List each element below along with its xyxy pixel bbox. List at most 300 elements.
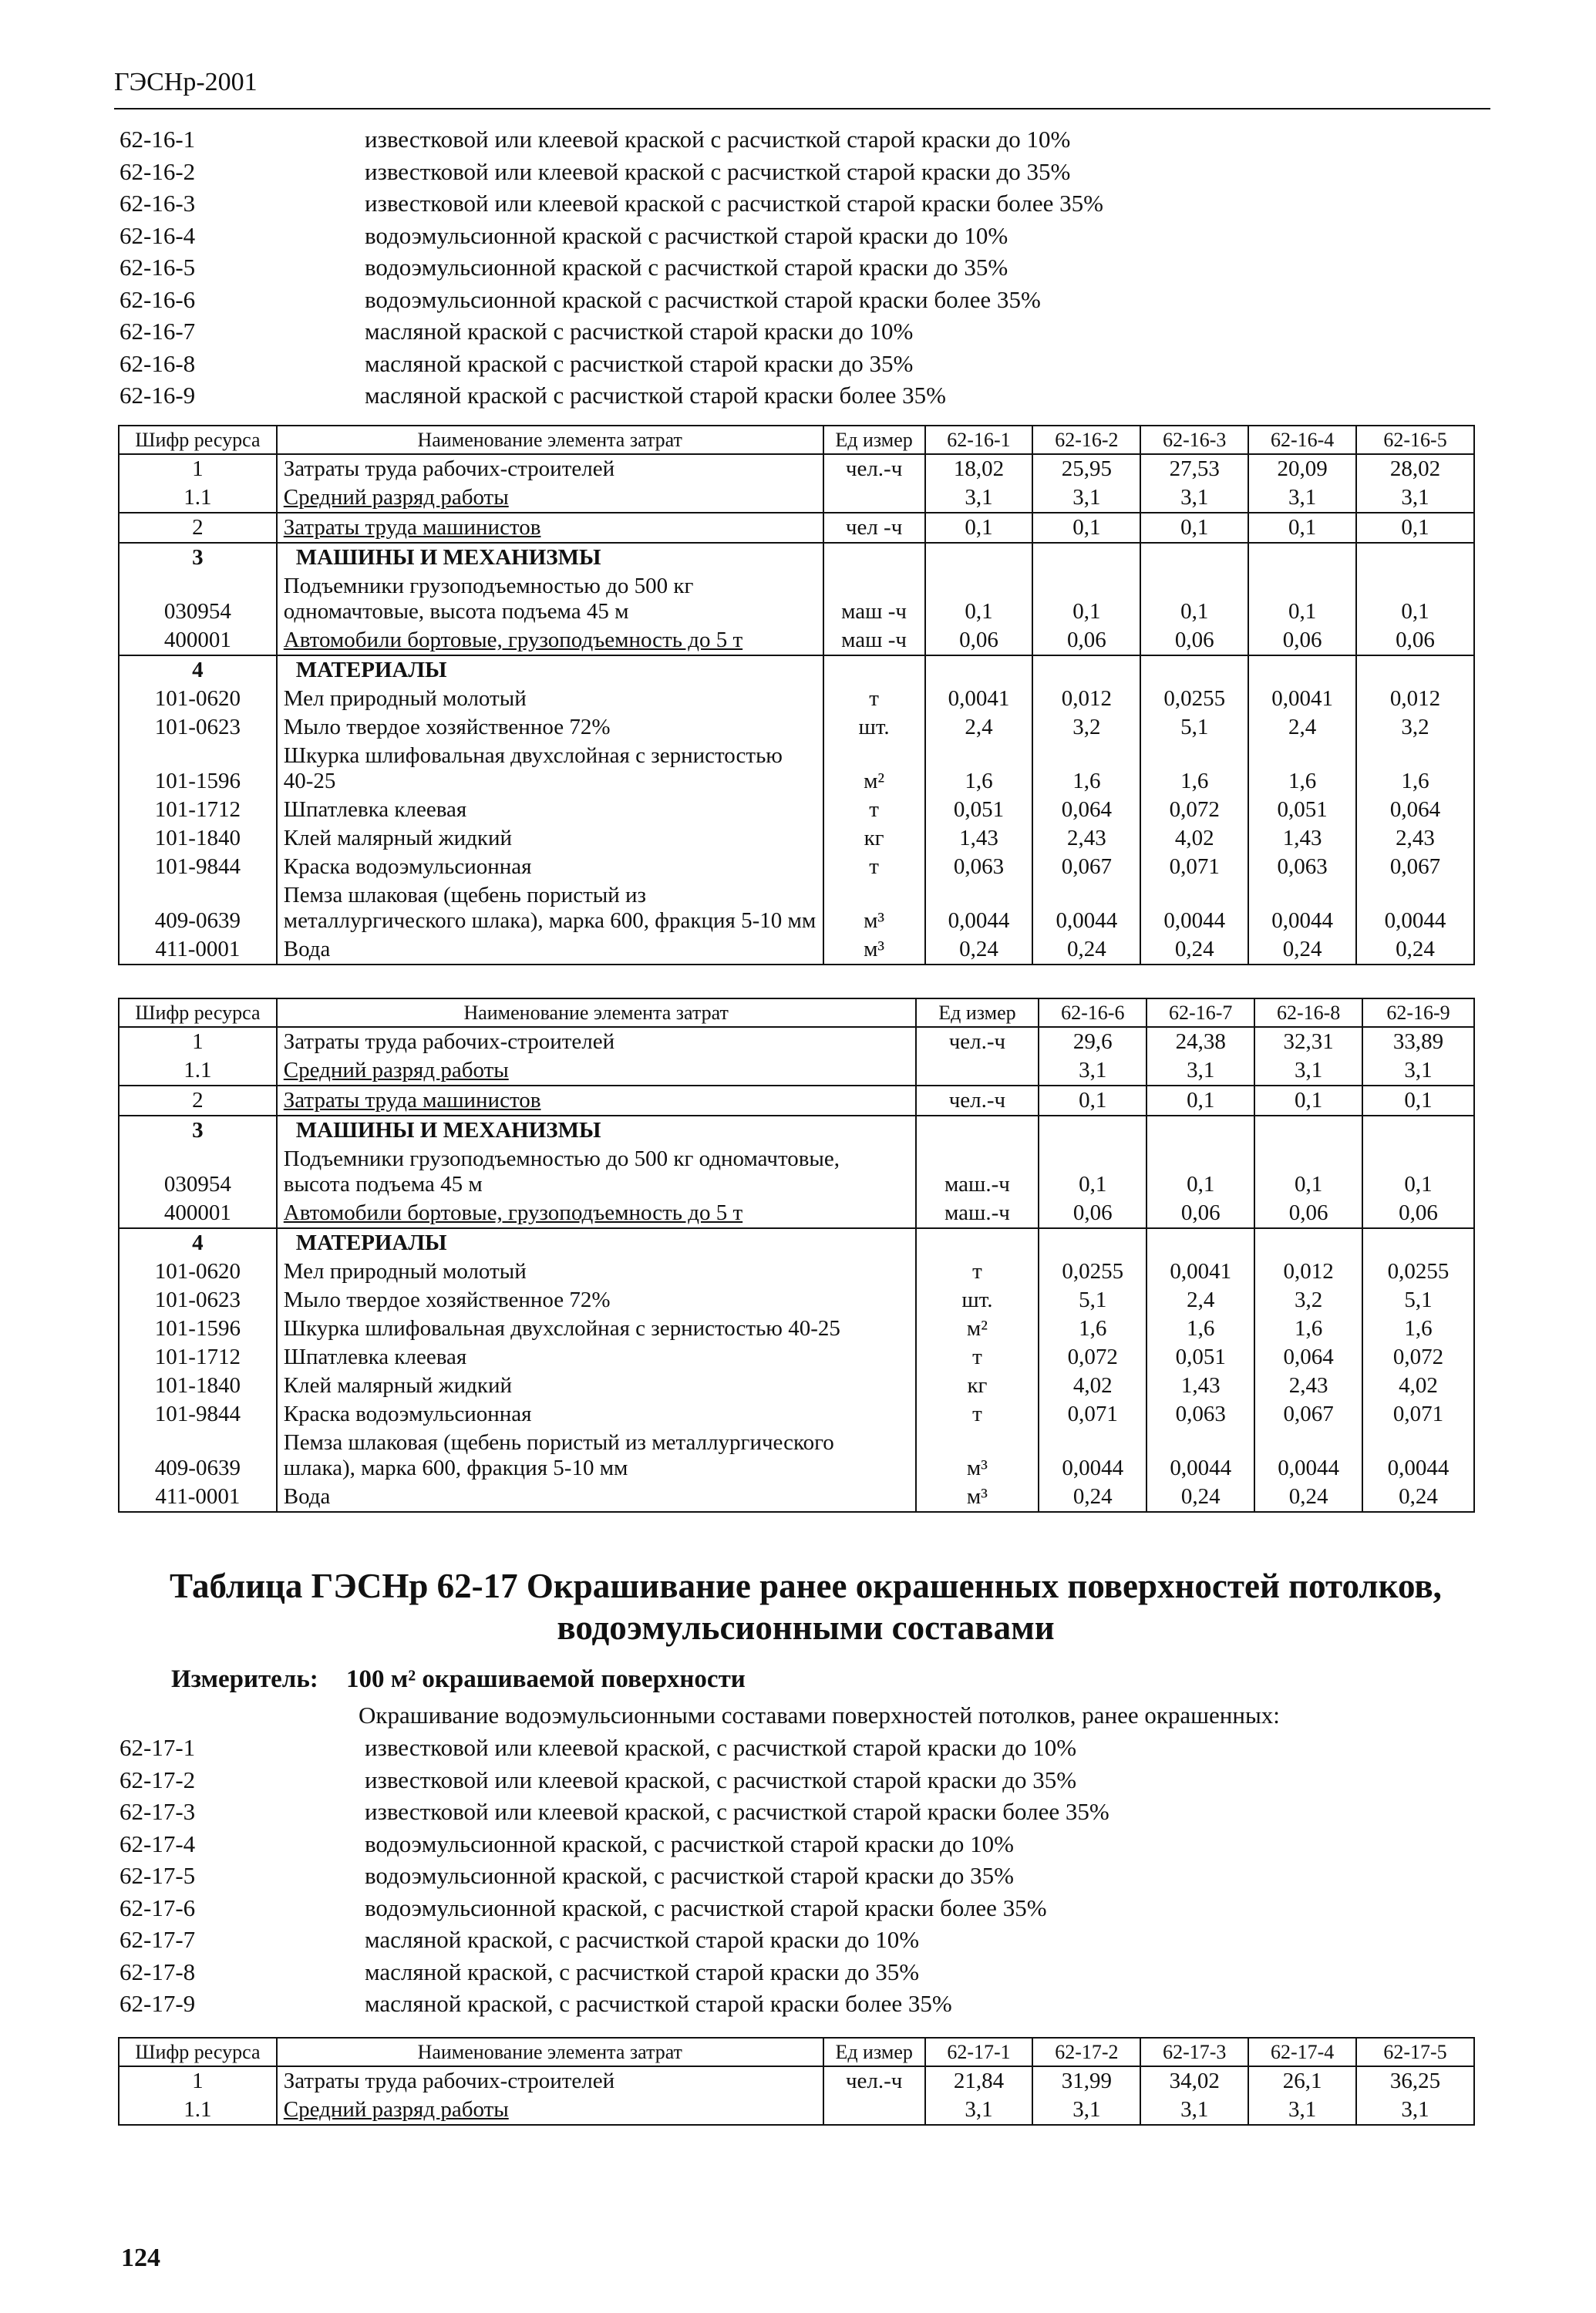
value-cell: 0,24 (1248, 935, 1356, 965)
list-item (120, 251, 1103, 284)
value-cell: 0,0041 (1248, 685, 1356, 713)
value-cell: 3,1 (1248, 2096, 1356, 2125)
value-cell: 34,02 (1140, 2066, 1248, 2096)
list-item (120, 284, 1103, 316)
value-cell: 0,1 (1254, 1145, 1362, 1199)
value-cell: 0,06 (1254, 1199, 1362, 1228)
resource-name-cell (277, 1372, 916, 1400)
column-header: 62-17-1 (925, 2038, 1033, 2066)
resource-name: Мел природный молотый (283, 1259, 527, 1284)
resource-code: 101-9844 (119, 853, 277, 881)
value-cell: 1,6 (1254, 1315, 1362, 1343)
value-cell: 0,06 (1140, 626, 1248, 655)
table-row (119, 1400, 1474, 1429)
value-cell: 0,051 (925, 796, 1033, 824)
column-header: 62-16-4 (1248, 426, 1356, 454)
resource-code: 4 (119, 1228, 277, 1258)
value-cell: 0,1 (1140, 572, 1248, 626)
unit: т (823, 796, 925, 824)
value-cell: 1,43 (1248, 824, 1356, 853)
resource-name: Средний разряд работы (283, 485, 509, 510)
unit (916, 1228, 1039, 1258)
resource-code: 030954 (119, 572, 277, 626)
value-cell: 0,1 (1146, 1086, 1254, 1116)
resource-name-cell (277, 824, 823, 853)
value-cell: 5,1 (1362, 1286, 1474, 1315)
value-cell: 0,1 (1032, 572, 1140, 626)
table-row (119, 713, 1474, 742)
value-cell: 3,1 (1032, 483, 1140, 513)
work-description: масляной краской с расчисткой старой краски до 10% (365, 318, 914, 345)
value-cell: 25,95 (1032, 454, 1140, 483)
value-cell: 0,072 (1140, 796, 1248, 824)
table-row (119, 1145, 1474, 1199)
value-cell: 0,1 (1140, 513, 1248, 543)
value-cell: 24,38 (1146, 1027, 1254, 1056)
resource-name: МАТЕРИАЛЫ (295, 658, 447, 682)
value-cell: 31,99 (1032, 2066, 1140, 2096)
value-cell: 0,051 (1146, 1343, 1254, 1372)
work-description: водоэмульсионной краской, с расчисткой старой краски более 35% (365, 1894, 1047, 1921)
list-item (120, 315, 1103, 348)
table-row (119, 935, 1474, 965)
resource-code: 101-0623 (119, 713, 277, 742)
resource-code: 101-0623 (119, 1286, 277, 1315)
value-cell: 0,24 (1356, 935, 1474, 965)
value-cell: 3,1 (1032, 2096, 1140, 2125)
table-row (119, 1343, 1474, 1372)
value-cell: 2,43 (1032, 824, 1140, 853)
work-code: 62-17-3 (120, 1798, 196, 1825)
list-item (120, 348, 1103, 380)
column-header: Шифр ресурса (119, 2038, 277, 2066)
value-cell: 29,6 (1039, 1027, 1146, 1056)
table-header-row (119, 426, 1474, 454)
page-number: 124 (121, 2244, 160, 2272)
value-cell: 0,071 (1039, 1400, 1146, 1429)
value-cell: 0,064 (1032, 796, 1140, 824)
value-cell: 0,06 (1356, 626, 1474, 655)
resource-name-cell (277, 685, 823, 713)
work-description: водоэмульсионной краской, с расчисткой старой краски до 10% (365, 1830, 1014, 1857)
unit: маш -ч (823, 572, 925, 626)
value-cell: 2,4 (1248, 713, 1356, 742)
work-code: 62-16-4 (120, 221, 196, 249)
work-description: водоэмульсионной краской с расчисткой старой краски до 35% (365, 254, 1008, 281)
resource-name: МАШИНЫ И МЕХАНИЗМЫ (295, 545, 601, 570)
value-cell: 33,89 (1362, 1027, 1474, 1056)
resource-name: Средний разряд работы (283, 1058, 509, 1082)
resource-name-cell (277, 881, 823, 935)
value-cell: 3,1 (925, 483, 1033, 513)
resource-name: Подъемники грузоподъемностью до 500 кг одномачтовые, высота подъема 45 м (283, 1146, 840, 1197)
value-cell (1140, 543, 1248, 572)
value-cell: 2,4 (1146, 1286, 1254, 1315)
value-cell: 0,1 (1146, 1145, 1254, 1199)
resource-name-cell (277, 1145, 916, 1199)
value-cell: 0,064 (1254, 1343, 1362, 1372)
value-cell (1146, 1228, 1254, 1258)
value-cell: 1,6 (1248, 742, 1356, 796)
table-row (119, 1027, 1474, 1056)
column-header: 62-16-2 (1032, 426, 1140, 454)
measure-line (171, 1665, 746, 1694)
unit: м³ (916, 1483, 1039, 1512)
resource-name-cell (277, 454, 823, 483)
value-cell: 0,012 (1254, 1258, 1362, 1286)
value-cell: 0,051 (1248, 796, 1356, 824)
table-row (119, 1429, 1474, 1483)
unit: м³ (916, 1429, 1039, 1483)
unit (916, 1116, 1039, 1145)
value-cell: 1,6 (1146, 1315, 1254, 1343)
list-item (120, 1860, 1109, 1892)
value-cell: 3,1 (1146, 1056, 1254, 1086)
section-row (119, 1116, 1474, 1145)
resource-code: 409-0639 (119, 1429, 277, 1483)
table-row (119, 483, 1474, 513)
work-code: 62-17-5 (120, 1862, 196, 1889)
value-cell (925, 655, 1033, 685)
work-code: 62-16-5 (120, 254, 196, 281)
list-item (120, 1892, 1109, 1924)
resource-name: Шкурка шлифовальная двухслойная с зернистостью 40-25 (283, 743, 783, 793)
value-cell: 0,24 (1039, 1483, 1146, 1512)
resource-code: 101-0620 (119, 685, 277, 713)
value-cell: 1,6 (1362, 1315, 1474, 1343)
resource-name: Шпатлевка клеевая (283, 1345, 467, 1369)
value-cell: 0,012 (1032, 685, 1140, 713)
resource-name-cell (277, 1056, 916, 1086)
section-row (119, 655, 1474, 685)
value-cell: 0,1 (1039, 1086, 1146, 1116)
resource-name-cell (277, 1027, 916, 1056)
list-item (120, 1732, 1109, 1764)
measure-label: Измеритель: (171, 1665, 318, 1693)
unit: т (823, 853, 925, 881)
resource-code: 2 (119, 1086, 277, 1116)
unit: кг (823, 824, 925, 853)
list-item (120, 1956, 1109, 1988)
value-cell: 0,071 (1362, 1400, 1474, 1429)
value-cell: 32,31 (1254, 1027, 1362, 1056)
work-code: 62-17-8 (120, 1958, 196, 1985)
resource-name: Затраты труда рабочих-строителей (283, 1029, 615, 1054)
value-cell: 0,1 (1356, 513, 1474, 543)
value-cell: 26,1 (1248, 2066, 1356, 2096)
resource-name: Мыло твердое хозяйственное 72% (283, 1288, 611, 1312)
resource-name-cell (277, 1086, 916, 1116)
resource-name-cell (277, 1483, 916, 1512)
resource-name-cell (277, 483, 823, 513)
unit: чел.-ч (823, 454, 925, 483)
resource-code: 101-0620 (119, 1258, 277, 1286)
resource-name-cell (277, 1429, 916, 1483)
resource-name: Клей малярный жидкий (283, 1373, 513, 1398)
value-cell: 0,063 (1248, 853, 1356, 881)
table-row (119, 1286, 1474, 1315)
value-cell: 0,067 (1254, 1400, 1362, 1429)
unit (823, 543, 925, 572)
list-item (120, 220, 1103, 252)
value-cell: 0,1 (1362, 1145, 1474, 1199)
section-title: Таблица ГЭСНр 62-17 Окрашивание ранее окрашенных поверхностей потолков, водоэмульсионными составами (170, 1567, 1442, 1647)
column-header: Ед измер (823, 426, 925, 454)
value-cell: 1,6 (1039, 1315, 1146, 1343)
resource-code: 101-9844 (119, 1400, 277, 1429)
value-cell: 0,1 (1362, 1086, 1474, 1116)
column-header: Шифр ресурса (119, 998, 277, 1027)
resource-code: 3 (119, 543, 277, 572)
column-header: 62-16-5 (1356, 426, 1474, 454)
table-header-row (119, 2038, 1474, 2066)
list-item (120, 1988, 1109, 2020)
value-cell: 1,6 (1356, 742, 1474, 796)
value-cell: 36,25 (1356, 2066, 1474, 2096)
value-cell: 3,1 (1356, 483, 1474, 513)
unit: т (823, 685, 925, 713)
section-row (119, 543, 1474, 572)
resource-code: 3 (119, 1116, 277, 1145)
resource-name-cell (277, 1286, 916, 1315)
value-cell: 18,02 (925, 454, 1033, 483)
value-cell: 0,012 (1356, 685, 1474, 713)
resource-code: 1 (119, 2066, 277, 2096)
resource-code: 400001 (119, 1199, 277, 1228)
resource-code: 2 (119, 513, 277, 543)
unit (823, 655, 925, 685)
value-cell: 0,24 (1254, 1483, 1362, 1512)
value-cell: 0,0255 (1362, 1258, 1474, 1286)
resource-name: Затраты труда рабочих-строителей (283, 456, 615, 481)
column-header: 62-16-7 (1146, 998, 1254, 1027)
resource-code: 409-0639 (119, 881, 277, 935)
value-cell (1248, 655, 1356, 685)
value-cell (1140, 655, 1248, 685)
table-row (119, 572, 1474, 626)
resource-name-cell (277, 853, 823, 881)
resource-name: Затраты труда рабочих-строителей (283, 2069, 615, 2093)
resource-code: 1.1 (119, 2096, 277, 2125)
value-cell: 1,43 (925, 824, 1033, 853)
resource-name-cell (277, 1343, 916, 1372)
resource-name-cell (277, 1116, 916, 1145)
unit: чел.-ч (916, 1086, 1039, 1116)
work-description: известковой или клеевой краской с расчисткой старой краски более 35% (365, 190, 1103, 217)
value-cell: 0,06 (1032, 626, 1140, 655)
value-cell (1248, 543, 1356, 572)
list-item (120, 1796, 1109, 1828)
section-row (119, 1228, 1474, 1258)
column-header: 62-16-6 (1039, 998, 1146, 1027)
value-cell: 2,43 (1254, 1372, 1362, 1400)
table-row (119, 881, 1474, 935)
work-code: 62-17-6 (120, 1894, 196, 1921)
value-cell: 0,06 (1039, 1199, 1146, 1228)
value-cell (1039, 1228, 1146, 1258)
resource-name: Пемза шлаковая (щебень пористый из металлургического шлака), марка 600, фракция 5-10 мм (283, 1430, 834, 1480)
resource-name: Клей малярный жидкий (283, 826, 513, 850)
value-cell: 0,1 (1254, 1086, 1362, 1116)
resource-table-62-16-1-5 (118, 425, 1475, 965)
resource-name-cell (277, 1228, 916, 1258)
work-description: известковой или клеевой краской с расчисткой старой краски до 10% (365, 126, 1071, 153)
work-code: 62-17-2 (120, 1766, 196, 1793)
resource-name-cell (277, 543, 823, 572)
value-cell: 0,1 (1248, 572, 1356, 626)
value-cell: 0,0044 (1362, 1429, 1474, 1483)
value-cell: 3,2 (1356, 713, 1474, 742)
resource-name-cell (277, 796, 823, 824)
resource-name-cell (277, 1258, 916, 1286)
unit: м³ (823, 881, 925, 935)
resource-name-cell (277, 655, 823, 685)
resource-code: 4 (119, 655, 277, 685)
value-cell: 0,0044 (1039, 1429, 1146, 1483)
measure-value: 100 м² окрашиваемой поверхности (346, 1665, 746, 1693)
value-cell: 0,063 (1146, 1400, 1254, 1429)
value-cell: 3,1 (1248, 483, 1356, 513)
resource-name: Средний разряд работы (283, 2097, 509, 2122)
table-row (119, 2096, 1474, 2125)
unit: т (916, 1400, 1039, 1429)
unit: чел -ч (823, 513, 925, 543)
value-cell (1032, 655, 1140, 685)
value-cell: 0,067 (1032, 853, 1140, 881)
value-cell: 1,43 (1146, 1372, 1254, 1400)
value-cell: 0,24 (1362, 1483, 1474, 1512)
value-cell: 0,1 (1356, 572, 1474, 626)
value-cell: 0,063 (925, 853, 1033, 881)
resource-name-cell (277, 1400, 916, 1429)
work-code: 62-16-6 (120, 285, 196, 313)
table-row (119, 513, 1474, 543)
resource-name-cell (277, 713, 823, 742)
table-row (119, 454, 1474, 483)
work-description: масляной краской с расчисткой старой краски до 35% (365, 349, 914, 377)
unit: т (916, 1343, 1039, 1372)
table-row (119, 1483, 1474, 1512)
value-cell: 21,84 (925, 2066, 1033, 2096)
work-code: 62-17-7 (120, 1926, 196, 1953)
table-row (119, 2066, 1474, 2096)
resource-name: МАШИНЫ И МЕХАНИЗМЫ (295, 1118, 601, 1143)
resource-name-cell (277, 513, 823, 543)
resource-name: Затраты труда машинистов (283, 1088, 541, 1113)
work-description: известковой или клеевой краской с расчисткой старой краски до 35% (365, 157, 1071, 185)
resource-code: 1.1 (119, 483, 277, 513)
work-description: известковой или клеевой краской, с расчисткой старой краски более 35% (365, 1798, 1109, 1825)
value-cell: 3,1 (1362, 1056, 1474, 1086)
value-cell: 0,06 (1248, 626, 1356, 655)
value-cell (1032, 543, 1140, 572)
value-cell: 3,1 (1254, 1056, 1362, 1086)
value-cell: 2,4 (925, 713, 1033, 742)
column-header: 62-17-3 (1140, 2038, 1248, 2066)
document-code: ГЭСНр-2001 (114, 68, 258, 96)
value-cell (1356, 655, 1474, 685)
value-cell: 0,0044 (1254, 1429, 1362, 1483)
value-cell: 0,1 (1039, 1145, 1146, 1199)
column-header: 62-16-3 (1140, 426, 1248, 454)
value-cell: 0,1 (925, 513, 1033, 543)
work-description: водоэмульсионной краской с расчисткой старой краски до 10% (365, 221, 1008, 249)
column-header: Наименование элемента затрат (277, 998, 916, 1027)
resource-table-62-16-6-9 (118, 998, 1475, 1513)
resource-code: 030954 (119, 1145, 277, 1199)
table-row (119, 853, 1474, 881)
unit (823, 483, 925, 513)
value-cell: 0,0044 (1248, 881, 1356, 935)
resource-code: 101-1840 (119, 1372, 277, 1400)
unit: м² (823, 742, 925, 796)
resource-name-cell (277, 935, 823, 965)
value-cell: 1,6 (1032, 742, 1140, 796)
table-row (119, 1372, 1474, 1400)
value-cell (1362, 1228, 1474, 1258)
resource-code: 1 (119, 1027, 277, 1056)
value-cell: 28,02 (1356, 454, 1474, 483)
column-header: 62-17-4 (1248, 2038, 1356, 2066)
table-row (119, 1086, 1474, 1116)
work-codes-list-62-16 (120, 123, 1103, 412)
list-item (120, 1924, 1109, 1956)
value-cell: 0,0044 (1356, 881, 1474, 935)
value-cell: 0,072 (1039, 1343, 1146, 1372)
value-cell: 0,0041 (1146, 1258, 1254, 1286)
value-cell: 0,0044 (925, 881, 1033, 935)
table-row (119, 824, 1474, 853)
resource-name: Мел природный молотый (283, 686, 527, 711)
value-cell: 0,06 (1362, 1199, 1474, 1228)
work-code: 62-16-3 (120, 190, 196, 217)
resource-code: 101-1712 (119, 1343, 277, 1372)
list-item (120, 1764, 1109, 1796)
column-header: Шифр ресурса (119, 426, 277, 454)
value-cell: 0,06 (1146, 1199, 1254, 1228)
resource-name-cell (277, 2066, 823, 2096)
column-header: Ед измер (823, 2038, 925, 2066)
unit: маш -ч (823, 626, 925, 655)
work-code: 62-16-7 (120, 318, 196, 345)
work-code: 62-16-9 (120, 382, 196, 409)
value-cell: 3,2 (1254, 1286, 1362, 1315)
value-cell (1356, 543, 1474, 572)
resource-name: Шпатлевка клеевая (283, 797, 467, 822)
table-row (119, 685, 1474, 713)
unit: м² (916, 1315, 1039, 1343)
column-header: 62-17-2 (1032, 2038, 1140, 2066)
value-cell: 0,24 (1140, 935, 1248, 965)
work-codes-list-62-17 (120, 1732, 1109, 2020)
resource-code: 101-1712 (119, 796, 277, 824)
section-intro: Окрашивание водоэмульсионными составами поверхностей потолков, ранее окрашенных: (359, 1702, 1280, 1729)
value-cell (1254, 1116, 1362, 1145)
work-code: 62-16-2 (120, 157, 196, 185)
value-cell: 3,1 (1356, 2096, 1474, 2125)
resource-table-62-17-1-5 (118, 2037, 1475, 2126)
value-cell: 5,1 (1140, 713, 1248, 742)
table-row (119, 626, 1474, 655)
resource-name-cell (277, 572, 823, 626)
value-cell (1362, 1116, 1474, 1145)
value-cell: 0,0044 (1032, 881, 1140, 935)
table-row (119, 1199, 1474, 1228)
resource-name: Вода (283, 1484, 331, 1509)
resource-name: Автомобили бортовые, грузоподъемность до 5 т (283, 628, 743, 652)
value-cell: 0,071 (1140, 853, 1248, 881)
resource-name: Затраты труда машинистов (283, 515, 541, 540)
